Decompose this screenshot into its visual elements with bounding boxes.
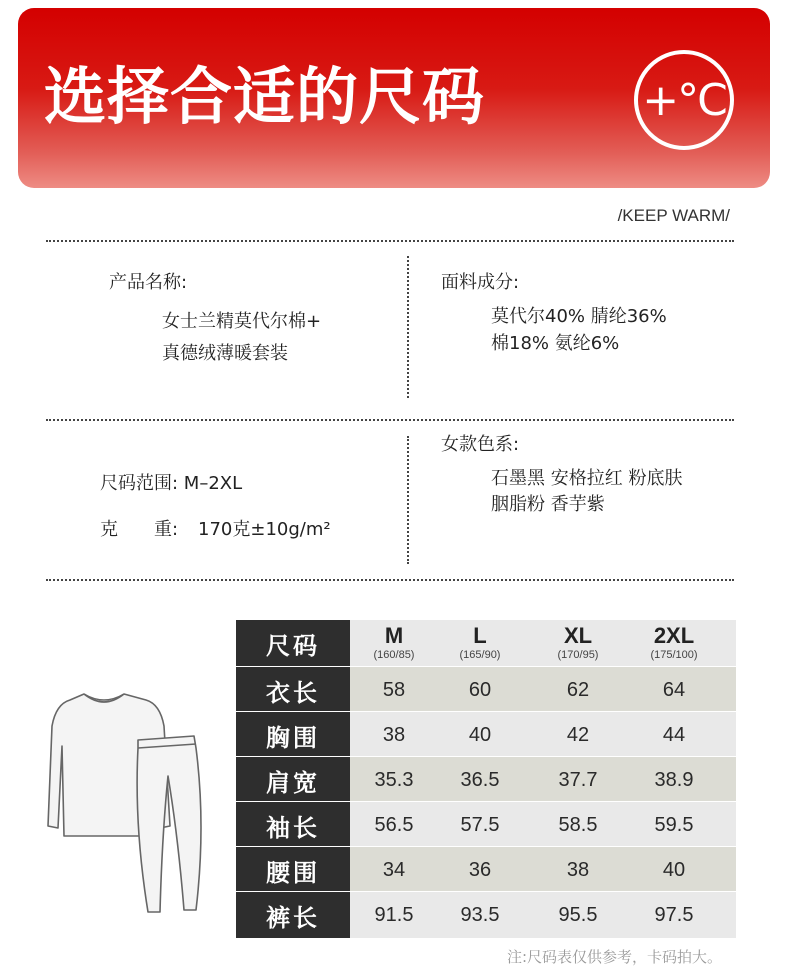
colors-label: 女款色系:: [441, 434, 520, 455]
product-name-label: 产品名称:: [109, 272, 188, 293]
table-cell: 40: [662, 858, 686, 881]
colors-line: 石墨黑 安格拉红 粉底肤: [491, 468, 683, 489]
row-label: 腰围: [236, 846, 350, 893]
colors-line: 胭脂粉 香芋紫: [491, 494, 605, 515]
table-row: [236, 801, 736, 847]
table-cell: 97.5: [654, 903, 694, 926]
table-cell: 95.5: [558, 903, 598, 926]
table-row: [236, 756, 736, 802]
row-label: 胸围: [236, 711, 350, 758]
product-name-line: 真德绒薄暖套装: [162, 343, 288, 364]
page-title: 选择合适的尺码: [44, 60, 486, 133]
row-label: 肩宽: [236, 756, 350, 803]
table-cell: 38.9: [654, 768, 694, 791]
weight-label: 克 重:: [100, 519, 179, 540]
table-cell: 64: [662, 678, 686, 701]
table-cell: 40: [468, 723, 492, 746]
divider: [46, 240, 734, 242]
warm-temperature-icon: +°C: [634, 50, 734, 150]
table-cell: 36.5: [460, 768, 500, 791]
size-header-row: [236, 620, 736, 666]
size-column-header: XL (170/95): [557, 623, 599, 661]
product-name-line: 女士兰精莫代尔棉+: [162, 311, 322, 332]
divider: [407, 256, 409, 398]
row-label: 裤长: [236, 891, 350, 938]
size-header-label: 尺码: [236, 620, 350, 666]
size-range: 尺码范围: M–2XL: [100, 473, 243, 494]
table-row: [236, 666, 736, 712]
table-cell: 57.5: [460, 813, 500, 836]
table-row: [236, 846, 736, 892]
fabric-composition-line: 莫代尔40% 腈纶36%: [491, 306, 667, 327]
table-cell: 58: [382, 678, 406, 701]
table-cell: 37.7: [558, 768, 598, 791]
table-cell: 59.5: [654, 813, 694, 836]
size-column-header: 2XL (175/100): [650, 623, 698, 661]
divider: [46, 419, 734, 421]
table-cell: 56.5: [374, 813, 414, 836]
size-column-header: L (165/90): [459, 623, 501, 661]
table-cell: 91.5: [374, 903, 414, 926]
divider: [46, 579, 734, 581]
weight-value: 170克±10g/m²: [198, 519, 331, 540]
size-chart-footnote: 注:尺码表仅供参考，卡码拍大。: [506, 948, 722, 966]
table-cell: 38: [566, 858, 590, 881]
row-label: 袖长: [236, 801, 350, 848]
table-row: [236, 891, 736, 937]
table-cell: 44: [662, 723, 686, 746]
size-column-header: M (160/85): [373, 623, 415, 661]
header-banner: [18, 8, 770, 188]
table-cell: 34: [382, 858, 406, 881]
thermal-set-icon: [46, 686, 216, 918]
table-cell: 36: [468, 858, 492, 881]
table-cell: 42: [566, 723, 590, 746]
table-cell: 38: [382, 723, 406, 746]
table-cell: 93.5: [460, 903, 500, 926]
table-row: [236, 711, 736, 757]
table-cell: 62: [566, 678, 590, 701]
row-label: 衣长: [236, 666, 350, 713]
table-cell: 35.3: [374, 768, 414, 791]
fabric-label: 面料成分:: [441, 272, 520, 293]
table-cell: 58.5: [558, 813, 598, 836]
table-cell: 60: [468, 678, 492, 701]
divider: [407, 436, 409, 564]
tagline: /KEEP WARM/: [617, 206, 730, 225]
size-chart-table: [236, 620, 736, 940]
fabric-composition-line: 棉18% 氨纶6%: [491, 333, 620, 354]
